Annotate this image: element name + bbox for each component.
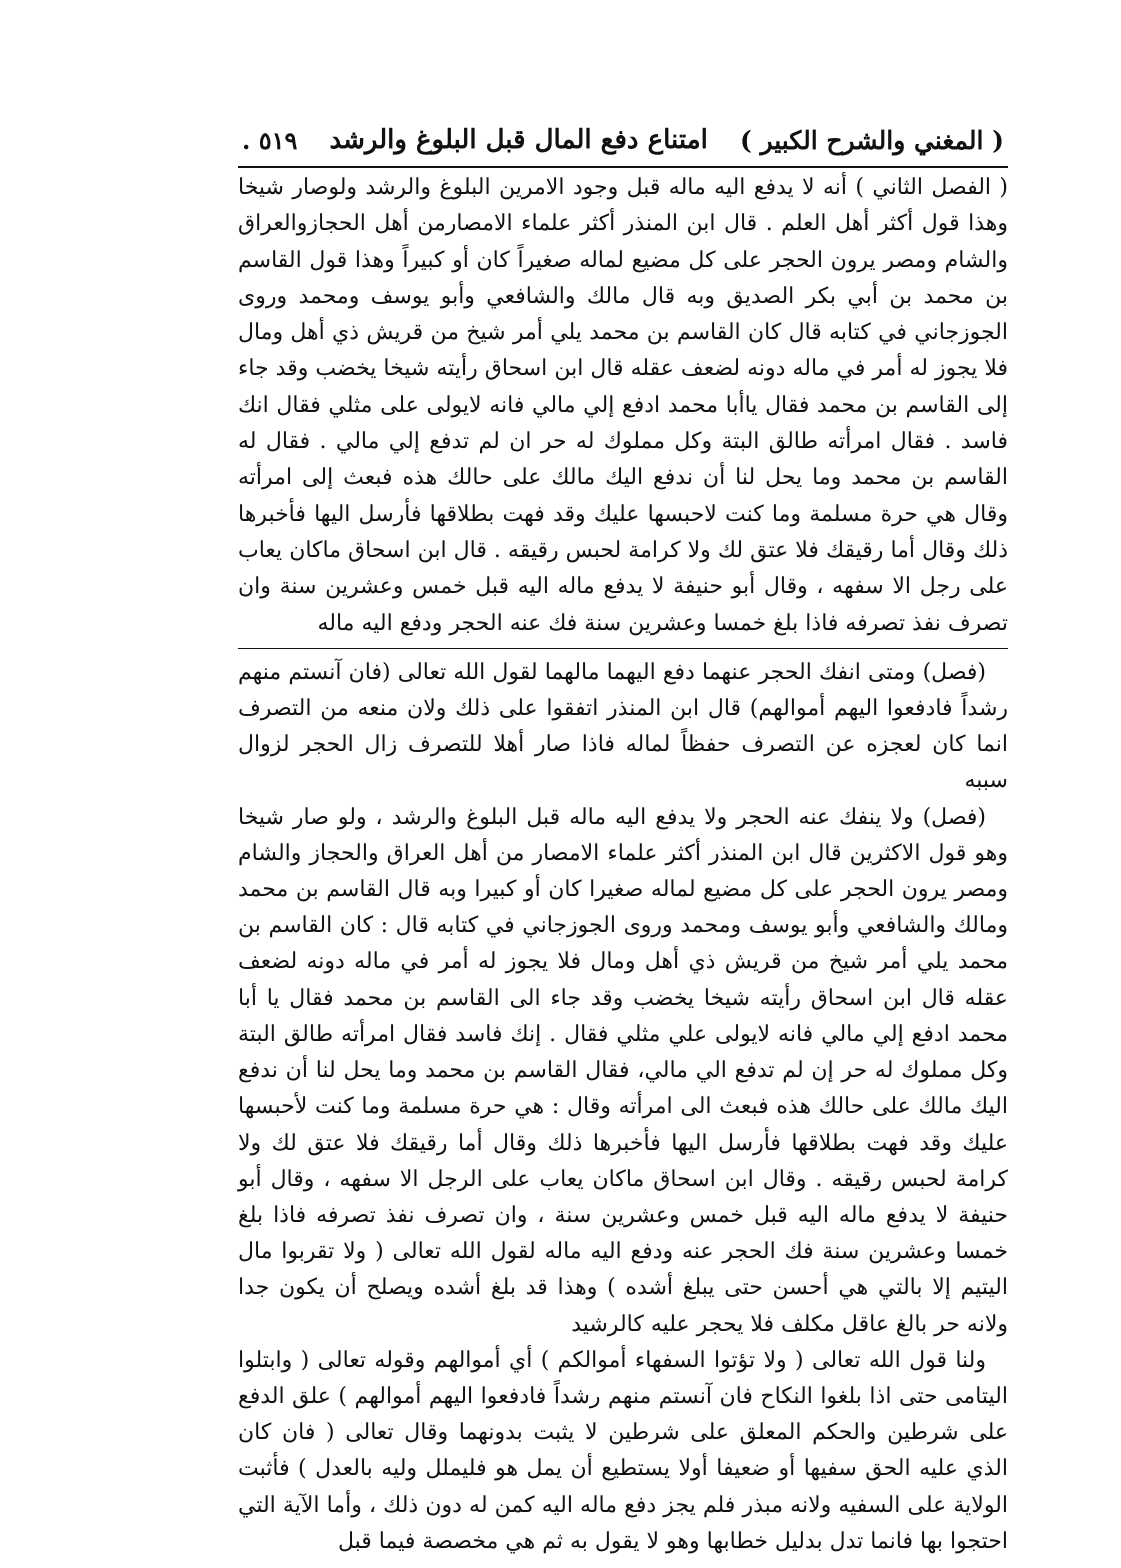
book-title: ( المغني والشرح الكبير ) <box>739 125 1004 155</box>
header-rule <box>238 166 1008 168</box>
mughni-section <box>238 655 1008 1560</box>
paragraph-fasl-thani: ( الفصل الثاني ) أنه لا يدفع اليه ماله قبل وجود الامرين البلوغ والرشد ولوصار شيخا وهذا قول أكثر أهل العلم . قال ابن المنذر أكثر علماء الامصارمن أهل الحجازوالعراق والشام ومصر يرون الحجر على كل مضيع لماله صغيراً كان أو كبيراً وهذا قول القاسم بن محمد بن أبي بكر الصديق وبه قال مالك والشافعي وأبو يوسف ومحمد وروى الجوزجاني في كتابه قال كان القاسم بن محمد يلي أمر شيخ من قريش ذي أهل ومال فلا يجوز له أمر في ماله دونه لضعف عقله قال ابن اسحاق رأيته شيخا يخضب وقد جاء إلى القاسم بن محمد فقال ياأبا محمد ادفع إلي مالي فانه لايولى على مثلي فقال انك فاسد . فقال امرأته طالق البتة وكل مملوك له حر ان لم تدفع إلي مالي . فقال له القاسم بن محمد وما يحل لنا أن ندفع اليك مالك على حالك هذه فبعث إلى امرأته وقال هي حرة مسلمة وما كنت لاحبسها عليك وقد فهت بطلاقها فأرسل اليها فأخبرها ذلك وقال أما رقيقك فلا عتق لك ولا كرامة لحبس رقيقه . قال ابن اسحاق ماكان يعاب على رجل الا سفهه ، وقال أبو حنيفة لا يدفع ماله اليه قبل خمس وعشرين سنة وان تصرف نفذ تصرفه فاذا بلغ خمسا وعشرين سنة فك عنه الحجر ودفع اليه ماله <box>238 175 1008 636</box>
paragraph-fasl-infikak: (فصل) ومتى انفك الحجر عنهما دفع اليهما مالهما لقول الله تعالى (فان آنستم منهم رشداً فادفعوا اليهم أموالهم) قال ابن المنذر اتفقوا على ذلك ولان منعه من التصرف انما كان لعجزه عن التصرف حفظاً لماله فاذا صار أهلا للتصرف زال الحجر لزوال سببه <box>238 659 1008 794</box>
sharh-section <box>238 170 1008 642</box>
page-number: ٥١٩ . <box>242 125 298 155</box>
section-divider <box>238 648 1008 649</box>
paragraph-wa-lana: ولنا قول الله تعالى ( ولا تؤتوا السفهاء أموالكم ) أي أموالهم وقوله تعالى ( وابتلوا اليتامى حتى اذا بلغوا النكاح فان آنستم منهم رشداً فادفعوا اليهم أموالهم ) علق الدفع على شرطين والحكم المعلق على شرطين لا يثبت بدونهما وقال تعالى ( فان كان الذي عليه الحق سفيها أو ضعيفا أولا يستطيع أن يمل هو فليملل وليه بالعدل ) فأثبت الولاية على السفيه ولانه مبذر فلم يجز دفع ماله اليه كمن له دون ذلك ، وأما الآية التي احتجوا بها فانما تدل بدليل خطابها وهو لا يقول به ثم هي مخصصة فيما قبل <box>238 1347 1008 1554</box>
running-header <box>238 118 1008 162</box>
paragraph-fasl-la-yanfak: (فصل) ولا ينفك عنه الحجر ولا يدفع اليه ماله قبل البلوغ والرشد ، ولو صار شيخا وهو قول الاكثرين قال ابن المنذر أكثر علماء الامصار من أهل العراق والحجاز والشام ومصر يرون الحجر على كل مضيع لماله صغيرا كان أو كبيرا وبه قال القاسم بن محمد ومالك والشافعي وأبو يوسف ومحمد وروى الجوزجاني في كتابه قال : كان القاسم بن محمد يلي أمر شيخ من قريش ذي أهل ومال فلا يجوز له أمر في ماله دونه لضعف عقله قال ابن اسحاق رأيته شيخا يخضب وقد جاء الى القاسم بن محمد فقال يا أبا محمد ادفع إلي مالي فانه لايولى علي مثلي فقال . إنك فاسد فقال امرأته طالق البتة وكل مملوك له حر إن لم تدفع الي مالي، فقال القاسم بن محمد وما يحل لنا أن ندفع اليك مالك على حالك هذه فبعث الى امرأته وقال : هي حرة مسلمة وما كنت لأحبسها عليك وقد فهت بطلاقها فأرسل اليها فأخبرها ذلك وقال أما رقيقك فلا عتق لك ولا كرامة لحبس رقيقه . وقال ابن اسحاق ماكان يعاب على الرجل الا سفهه ، وقال أبو حنيفة لا يدفع ماله اليه قبل خمس وعشرين سنة ، وان تصرف نفذ تصرفه فاذا بلغ خمسا وعشرين سنة فك الحجر عنه ودفع اليه ماله لقول الله تعالى ( ولا تقربوا مال اليتيم إلا بالتي هي أحسن حتى يبلغ أشده ) وهذا قد بلغ أشده ويصلح أن يكون جدا ولانه حر بالغ عاقل مكلف فلا يحجر عليه كالرشيد <box>238 804 1008 1337</box>
book-page <box>238 118 1008 1554</box>
section-topic: امتناع دفع المال قبل البلوغ والرشد <box>329 125 708 155</box>
